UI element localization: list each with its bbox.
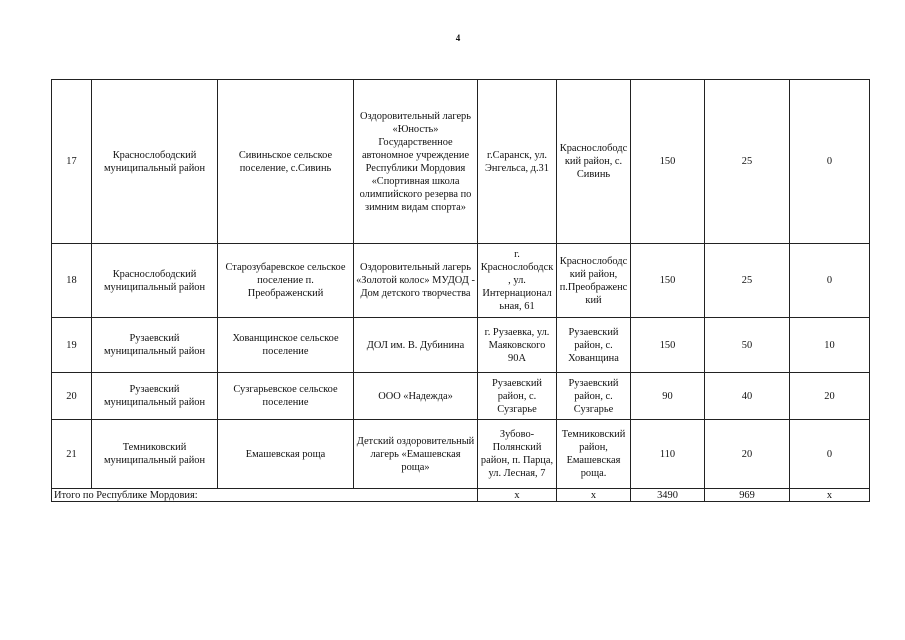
value-cell-3: 0 [790, 420, 870, 489]
camps-table [51, 79, 870, 502]
page-number: 4 [455, 33, 461, 43]
legal-address-cell: Рузаевский район, с. Сузгарье [478, 373, 557, 420]
value-cell-2: 25 [705, 80, 790, 244]
value-cell-1: 150 [631, 80, 705, 244]
table-row [52, 420, 870, 489]
camp-name-cell: ДОЛ им. В. Дубинина [354, 318, 478, 373]
total-label: Итого по Республике Мордовия: [52, 489, 478, 502]
district-cell: Рузаевский муниципальный район [92, 373, 218, 420]
total-value-2: 969 [705, 489, 790, 502]
value-cell-2: 50 [705, 318, 790, 373]
row-number: 19 [52, 318, 92, 373]
district-cell: Краснослободский муниципальный район [92, 80, 218, 244]
actual-address-cell: Рузаевский район, с. Сузгарье [557, 373, 631, 420]
district-cell: Темниковский муниципальный район [92, 420, 218, 489]
value-cell-2: 25 [705, 244, 790, 318]
district-cell: Краснослободский муниципальный район [92, 244, 218, 318]
settlement-cell: Сузгарьевское сельское поселение [218, 373, 354, 420]
row-number: 21 [52, 420, 92, 489]
settlement-cell: Старозубаревское сельское поселение п. Преображенский [218, 244, 354, 318]
row-number: 18 [52, 244, 92, 318]
value-cell-3: 0 [790, 244, 870, 318]
table-row [52, 244, 870, 318]
settlement-cell: Хованщинское сельское поселение [218, 318, 354, 373]
total-legal-address: x [478, 489, 557, 502]
actual-address-cell: Темниковский район, Емашевская роща. [557, 420, 631, 489]
value-cell-2: 20 [705, 420, 790, 489]
row-number: 20 [52, 373, 92, 420]
legal-address-cell: Зубово-Полянский район, п. Парца, ул. Лесная, 7 [478, 420, 557, 489]
settlement-cell: Сивиньское сельское поселение, с.Сивинь [218, 80, 354, 244]
table-row [52, 318, 870, 373]
camp-name-cell: Оздоровительный лагерь «Юность» Государственное автономное учреждение Республики Мордовия «Спортивная школа олимпийского резерва по зимним видам спорта» [354, 80, 478, 244]
table-row [52, 373, 870, 420]
actual-address-cell: Краснослободский район, с. Сивинь [557, 80, 631, 244]
settlement-cell: Емашевская роща [218, 420, 354, 489]
value-cell-2: 40 [705, 373, 790, 420]
value-cell-3: 20 [790, 373, 870, 420]
camp-name-cell: ООО «Надежда» [354, 373, 478, 420]
value-cell-1: 150 [631, 244, 705, 318]
legal-address-cell: г. Рузаевка, ул. Маяковского 90А [478, 318, 557, 373]
value-cell-1: 150 [631, 318, 705, 373]
camp-name-cell: Оздоровительный лагерь «Золотой колос» МУДОД - Дом детского творчества [354, 244, 478, 318]
legal-address-cell: г. Краснослободск, ул. Интернациональная, 61 [478, 244, 557, 318]
district-cell: Рузаевский муниципальный район [92, 318, 218, 373]
total-value-3: x [790, 489, 870, 502]
value-cell-3: 10 [790, 318, 870, 373]
value-cell-1: 110 [631, 420, 705, 489]
total-row [52, 489, 870, 502]
value-cell-1: 90 [631, 373, 705, 420]
actual-address-cell: Рузаевский район, с. Хованщина [557, 318, 631, 373]
legal-address-cell: г.Саранск, ул. Энгельса, д.31 [478, 80, 557, 244]
camp-name-cell: Детский оздоровительный лагерь «Емашевская роща» [354, 420, 478, 489]
actual-address-cell: Краснослободский район, п.Преображенский [557, 244, 631, 318]
total-value-1: 3490 [631, 489, 705, 502]
value-cell-3: 0 [790, 80, 870, 244]
table-row [52, 80, 870, 244]
total-actual-address: x [557, 489, 631, 502]
row-number: 17 [52, 80, 92, 244]
